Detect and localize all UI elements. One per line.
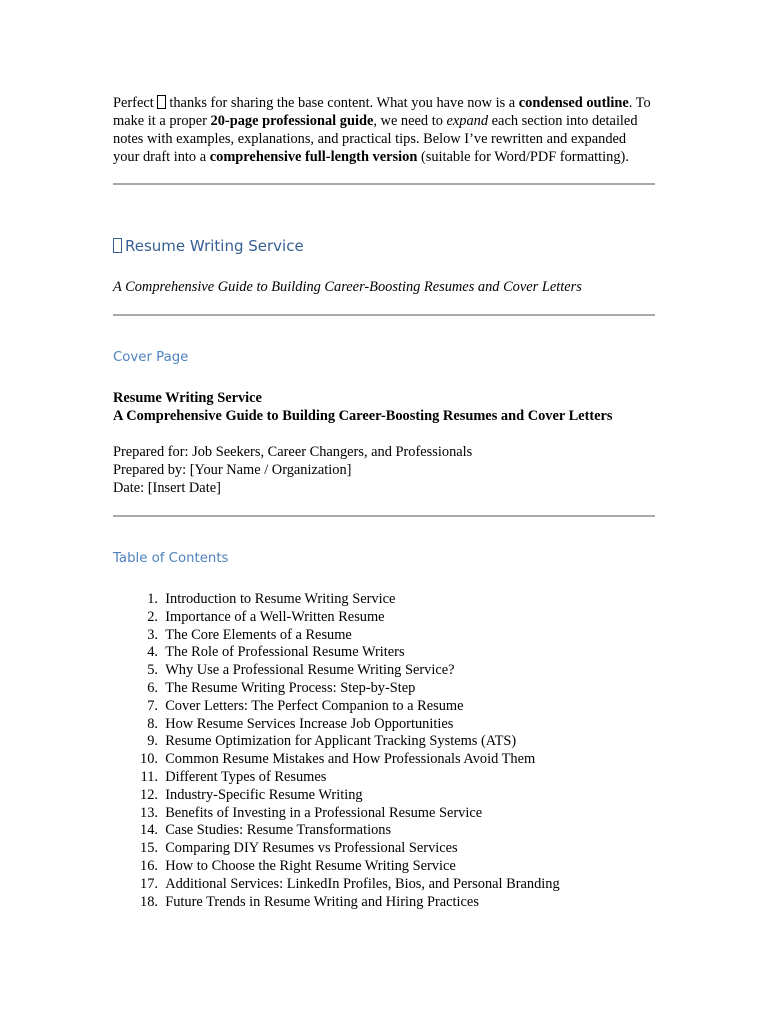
toc-item-text: Comparing DIY Resumes vs Professional Services: [165, 840, 458, 857]
toc-item: [113, 894, 655, 912]
toc-heading: Table of Contents: [113, 551, 229, 566]
toc-item-text: How to Choose the Right Resume Writing Service: [165, 857, 456, 874]
intro-comprehensive: comprehensive full-length version: [209, 149, 418, 165]
toc-item: [113, 644, 655, 662]
intro-condensed-outline: condensed outline: [518, 95, 629, 111]
toc-item-number: 17.: [140, 875, 158, 892]
cover-title-line1: Resume Writing Service: [113, 390, 262, 406]
horizontal-rule: [113, 314, 655, 316]
toc-item-number: 6.: [147, 679, 158, 696]
toc-item-text: Future Trends in Resume Writing and Hiring Practices: [165, 893, 479, 910]
toc-item: [113, 591, 655, 609]
toc-item-text: Importance of a Well-Written Resume: [165, 608, 385, 625]
toc-item: [113, 751, 655, 769]
toc-item-number: 8.: [147, 715, 158, 732]
cover-details: [113, 443, 655, 497]
toc-item-text: How Resume Services Increase Job Opportunities: [165, 715, 454, 732]
intro-twenty-page: 20-page professional guide: [210, 113, 374, 129]
toc-item-number: 9.: [147, 733, 158, 750]
toc-item-number: 11.: [140, 768, 158, 785]
cover-page-heading: Cover Page: [113, 350, 189, 365]
toc-item: [113, 805, 655, 823]
toc-item: [113, 840, 655, 858]
intro-text-4: each section into detailed notes with examples, explanations, and practical tips. Below I’ve rewritten and expanded your draft into a: [113, 113, 638, 165]
toc-item-number: 18.: [140, 893, 158, 910]
document-subtitle: A Comprehensive Guide to Building Career-Boosting Resumes and Cover Letters: [113, 279, 582, 295]
toc-item: [113, 876, 655, 894]
toc-item-text: The Resume Writing Process: Step-by-Step: [165, 679, 416, 696]
document-title: [113, 236, 655, 256]
toc-item: [113, 627, 655, 645]
toc-item-number: 7.: [147, 697, 158, 714]
toc-item: [113, 662, 655, 680]
toc-item-number: 15.: [140, 840, 158, 857]
toc-item-text: The Core Elements of a Resume: [165, 626, 352, 643]
toc-item: [113, 716, 655, 734]
toc-item-number: 14.: [140, 822, 158, 839]
toc-item: [113, 858, 655, 876]
toc-item-number: 1.: [147, 591, 158, 607]
missing-glyph-icon: [113, 238, 122, 253]
toc-item-text: Common Resume Mistakes and How Professionals Avoid Them: [165, 751, 536, 768]
toc-item: [113, 822, 655, 840]
toc-item: [113, 698, 655, 716]
toc-item-number: 16.: [140, 857, 158, 874]
toc-item-text: Industry-Specific Resume Writing: [165, 786, 363, 803]
toc-item-number: 3.: [147, 626, 158, 643]
horizontal-rule: [113, 183, 655, 185]
cover-prepared-for: Prepared for: Job Seekers, Career Changers, and Professionals: [113, 444, 473, 460]
toc-item-text: Different Types of Resumes: [165, 768, 327, 785]
intro-text-5: (suitable for Word/PDF formatting).: [420, 149, 629, 165]
toc-item-number: 13.: [140, 804, 158, 821]
toc-item-number: 10.: [140, 751, 158, 768]
toc-item-number: 2.: [147, 608, 158, 625]
missing-glyph-icon: [157, 95, 166, 109]
toc-item: [113, 769, 655, 787]
toc-item-text: The Role of Professional Resume Writers: [165, 644, 405, 661]
toc-item-text: Resume Optimization for Applicant Tracking Systems (ATS): [165, 733, 517, 750]
toc-item-text: Why Use a Professional Resume Writing Service?: [165, 662, 455, 679]
document-title-text: Resume Writing Service: [125, 237, 304, 255]
intro-perfect: Perfect: [113, 95, 154, 111]
intro-expand: expand: [446, 113, 489, 129]
toc-item-text: Cover Letters: The Perfect Companion to a Resume: [165, 697, 464, 714]
intro-paragraph: [113, 94, 655, 166]
toc-item: [113, 787, 655, 805]
toc-list: [113, 591, 655, 911]
cover-title-block: [113, 389, 655, 425]
cover-date: Date: [Insert Date]: [113, 480, 221, 496]
intro-text-3: , we need to: [373, 113, 443, 129]
toc-item-number: 12.: [140, 786, 158, 803]
cover-prepared-by: Prepared by: [Your Name / Organization]: [113, 462, 352, 478]
horizontal-rule: [113, 515, 655, 517]
toc-item-text: Case Studies: Resume Transformations: [165, 822, 392, 839]
cover-title-line2: A Comprehensive Guide to Building Career-Boosting Resumes and Cover Letters: [113, 408, 613, 424]
toc-item-text: Benefits of Investing in a Professional Resume Service: [165, 804, 483, 821]
toc-item: [113, 680, 655, 698]
toc-item-text: Additional Services: LinkedIn Profiles, Bios, and Personal Branding: [165, 875, 560, 892]
toc-item: [113, 733, 655, 751]
intro-text-1: thanks for sharing the base content. What you have now is a: [169, 95, 516, 111]
intro-text-2: . To make it a proper: [113, 95, 651, 129]
toc-item-number: 4.: [147, 644, 158, 661]
toc-item: [113, 609, 655, 627]
toc-item-number: 5.: [147, 662, 158, 679]
toc-item-text: Introduction to Resume Writing Service: [165, 591, 396, 607]
